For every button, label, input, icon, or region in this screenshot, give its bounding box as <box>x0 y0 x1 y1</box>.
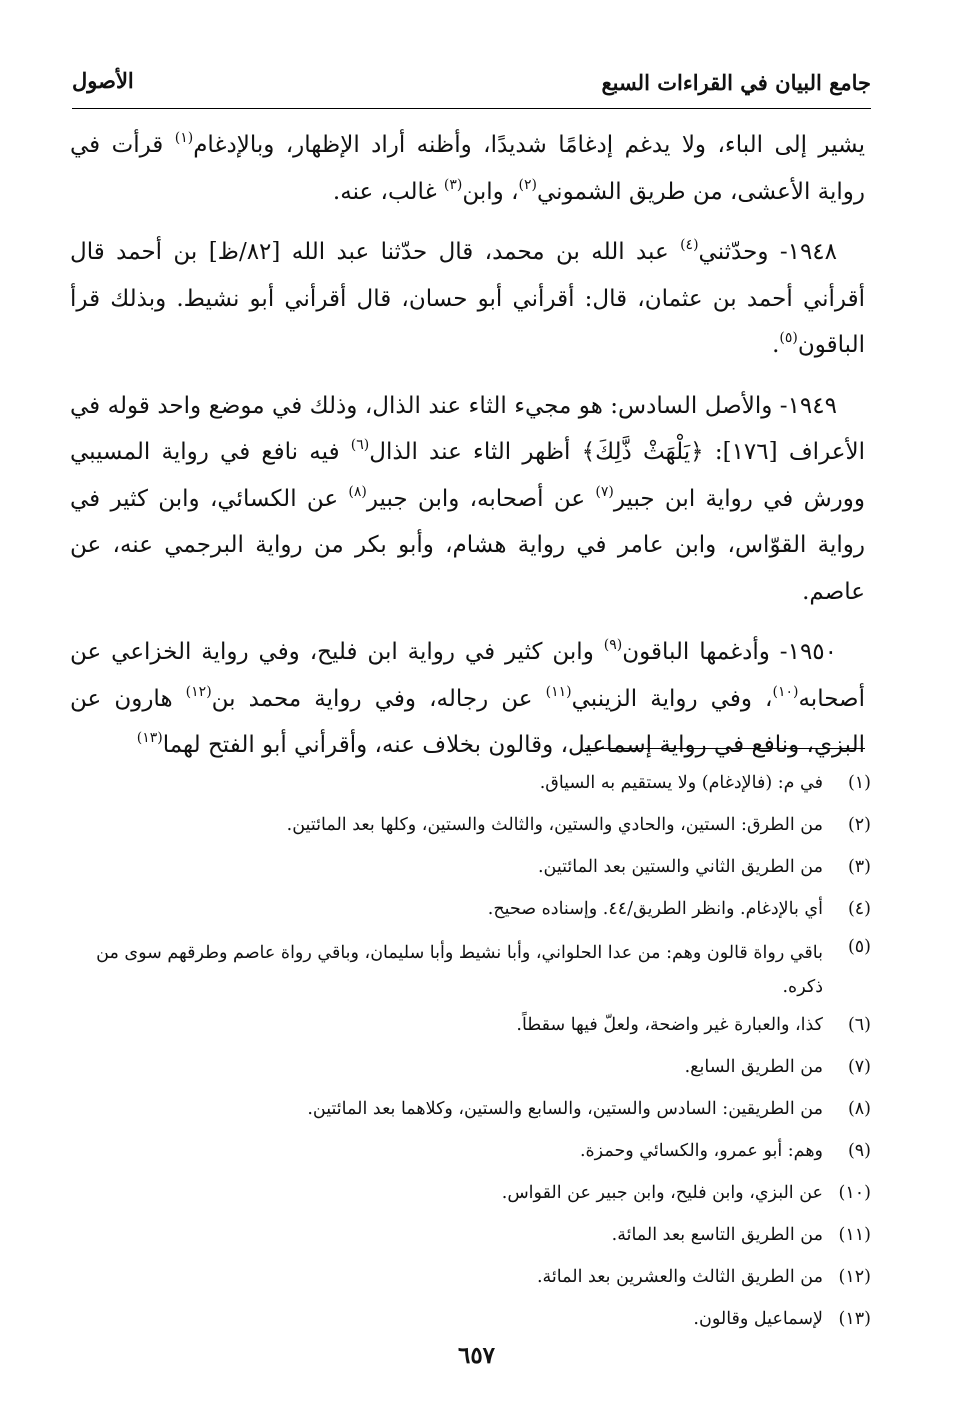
text-run: وابن كثير في رواية ابن فليح، وفي رواية الخزاعي عن أصحابه <box>70 639 865 712</box>
footnote-number: (٨) <box>847 1099 871 1119</box>
footnote-ref-2[interactable]: (٢) <box>518 176 537 193</box>
footnote-text: من الطريق الثالث والعشرين بعد المائة. <box>536 1267 823 1287</box>
footnote-ref-9[interactable]: (٩) <box>603 637 623 653</box>
footnote-item <box>78 1088 871 1130</box>
footnote-number: (٧) <box>847 1057 871 1077</box>
footnote-ref-10[interactable]: (١٠) <box>772 683 799 700</box>
text-run: ، وابن <box>462 178 519 205</box>
footnote-number: (٥) <box>847 937 871 957</box>
text-run: هارون عن البزي، ونافع في رواية إسماعيل، وقالون بخلاف عنه، وأقرأني أبو الفتح لهما <box>70 685 865 758</box>
footnote-text: وهم: أبو عمرو، والكسائي وحمزة. <box>579 1141 823 1161</box>
footnote-ref-12[interactable]: (١٢) <box>185 683 212 700</box>
footnote-item <box>78 846 871 888</box>
footnote-number: (٩) <box>847 1141 871 1161</box>
main-text <box>70 122 865 783</box>
footnote-number: (١٢) <box>838 1267 871 1287</box>
footnote-separator <box>585 748 865 749</box>
footnote-item <box>78 1130 871 1172</box>
footnote-number: (١٠) <box>838 1183 871 1203</box>
footnote-item <box>78 1256 871 1298</box>
footnote-text: أي بالإدغام. وانظر الطريق/٤٤. وإسناده صحيح. <box>487 899 823 919</box>
text-run: ، وفي رواية الزينبي <box>571 685 773 712</box>
page-number: ٦٥٧ <box>457 1342 496 1369</box>
running-header-book-title: جامع البيان في القراءات السبع <box>601 70 871 95</box>
footnote-text: من الطريقين: السادس والستين، والسابع والستين، وكلاهما بعد المائتين. <box>307 1099 823 1119</box>
text-run: قرأت في رواية الأعشى، من طريق الشموني <box>70 132 865 205</box>
footnote-text: في م: (فالإدغام) ولا يستقيم به السياق. <box>539 773 823 793</box>
footnote-text: من الطريق الثاني والستين بعد المائتين. <box>537 857 823 877</box>
footnote-number: (١٣) <box>838 1309 871 1329</box>
footnote-ref-1[interactable]: (١) <box>174 130 194 146</box>
text-run: عن رجاله، وفي رواية محمد بن <box>211 685 546 712</box>
footnote-ref-13[interactable]: (١٣) <box>136 730 163 746</box>
text-run: يشير إلى الباء، ولا يدغم إدغامًا شديدًا، وأظنه أراد الإظهار، وبالإدغام <box>193 132 865 158</box>
footnote-number: (٤) <box>847 899 871 919</box>
footnote-text: لإسماعيل وقالون. <box>693 1309 823 1329</box>
footnote-item <box>78 1004 871 1046</box>
text-run: عن أصحابه، وابن جبير <box>366 485 596 512</box>
text-run: غالب، عنه. <box>332 178 444 205</box>
paragraph-1 <box>70 122 865 215</box>
footnote-ref-7[interactable]: (٧) <box>595 483 614 500</box>
footnote-item <box>78 1298 871 1340</box>
footnote-ref-4[interactable]: (٤) <box>680 237 699 253</box>
footnote-item <box>78 1046 871 1088</box>
footnote-item <box>78 1214 871 1256</box>
text-run: عبد الله بن محمد، قال حدّثنا عبد الله [٨٢/ظ] بن أحمد قال أقرأني أحمد بن عثمان، قال: أقرأني أبو حسان، قال أقرأني أبو نشيط. وبذلك قرأ الباقون <box>70 239 865 358</box>
footnote-number: (١١) <box>838 1225 871 1245</box>
footnote-item <box>78 888 871 930</box>
text-run: ١٩٥٠- وأدغمها الباقون <box>622 639 838 665</box>
text-run: ١٩٤٨- وحدّثني <box>698 239 838 265</box>
footnote-item <box>78 804 871 846</box>
footnote-ref-3[interactable]: (٣) <box>443 176 463 193</box>
footnote-ref-8[interactable]: (٨) <box>348 483 367 500</box>
header-rule <box>72 108 871 109</box>
footnote-text: من الطرق: الستين، والحادي والستين، والثالث والستين، وكلها بعد المائتين. <box>286 815 823 835</box>
footnote-item <box>78 762 871 804</box>
running-header-section: الأصول <box>72 68 134 93</box>
footnote-ref-6[interactable]: (٦) <box>350 437 370 453</box>
paragraph-1948 <box>70 229 865 369</box>
footnotes <box>78 762 871 1340</box>
footnote-item <box>78 1172 871 1214</box>
text-run: عن الكسائي، وابن كثير في رواية القوّاس، وابن عامر في رواية هشام، وأبو بكر من رواية البرجمي عنه، عن عاصم. <box>70 485 865 605</box>
footnote-item <box>78 930 871 1004</box>
footnote-ref-5[interactable]: (٥) <box>779 330 798 346</box>
footnote-number: (٣) <box>847 857 871 877</box>
footnote-number: (٦) <box>847 1015 871 1035</box>
footnote-text: من الطريق التاسع بعد المائة. <box>611 1225 823 1245</box>
footnote-text: كذا، والعبارة غير واضحة، ولعلّ فيها سقطاً. <box>516 1015 823 1035</box>
footnote-ref-11[interactable]: (١١) <box>545 683 572 700</box>
text-run: ١٩٤٩- والأصل السادس: هو مجيء الثاء عند الذال، وذلك في موضع واحد قوله في الأعراف [١٧٦]: ﴿يَلْهَثْ ذَّلِكَ﴾ أظهر الثاء عند الذال <box>70 392 865 465</box>
footnote-number: (١) <box>847 773 871 793</box>
footnote-text: عن البزي، وابن فليح، وابن جبير عن القواس. <box>501 1183 823 1203</box>
footnote-text: باقي رواة قالون وهم: من عدا الحلواني، وأبا نشيط وأبا سليمان، وباقي رواة عاصم وطرقهم سوى من ذكره. <box>96 943 823 997</box>
text-run: . <box>772 332 780 358</box>
paragraph-1949 <box>70 383 865 616</box>
footnote-number: (٢) <box>847 815 871 835</box>
text-run: فيه نافع في رواية المسيبي وورش في رواية ابن جبير <box>70 439 865 512</box>
footnote-text: من الطريق السابع. <box>684 1057 823 1077</box>
